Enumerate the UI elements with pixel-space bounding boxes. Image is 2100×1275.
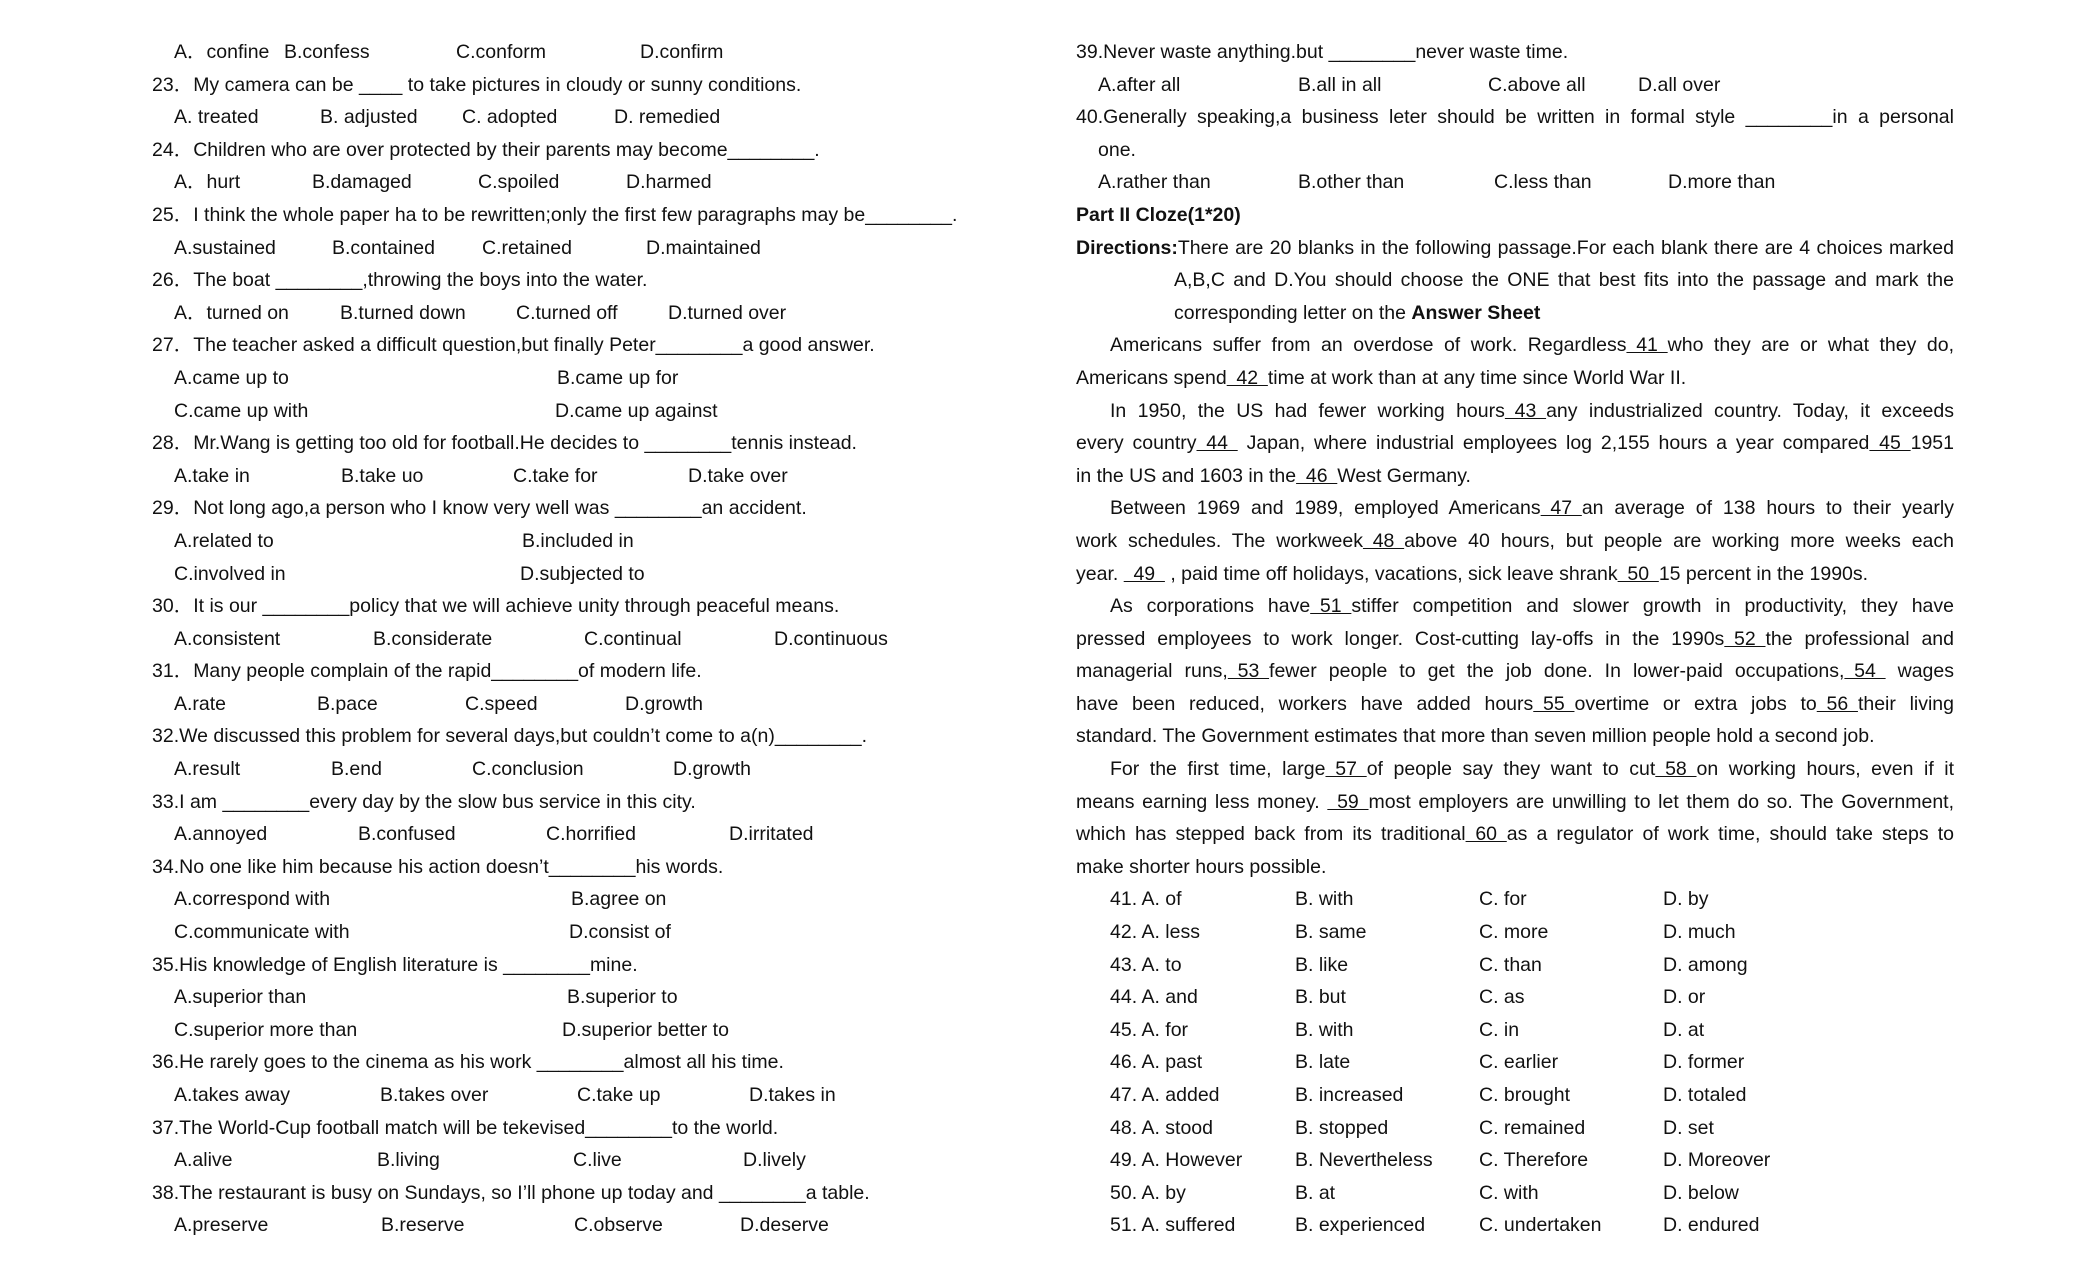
option-c: C.conform [456, 41, 546, 63]
option-b: B.confess [284, 41, 370, 63]
option-a: A.takes away [174, 1084, 290, 1106]
option-c: C. remained [1479, 1116, 1586, 1139]
option-d: D.more than [1668, 171, 1776, 194]
option-d: D.lively [743, 1149, 806, 1172]
option-a: A.take in [174, 464, 250, 487]
option-b: B. stopped [1295, 1116, 1389, 1139]
right-column [1076, 36, 1954, 1242]
option-b: B.came up for [557, 366, 679, 389]
option-row [152, 981, 1032, 1014]
option-b: D.superior better to [562, 1018, 729, 1041]
question-text: 38.The restaurant is busy on Sundays, so I’ll phone up today and ________a table. [152, 1181, 870, 1204]
directions-line-2: A,B,C and D.You should choose the ONE that best fits into the passage and mark the [1174, 269, 1954, 292]
cloze-option-row [1076, 916, 1954, 949]
option-b: B.all in all [1298, 73, 1382, 96]
option-d: D. or [1663, 986, 1706, 1009]
option-row [152, 297, 1032, 330]
option-b: B. but [1295, 986, 1346, 1009]
passage-line: pressed employees to work longer. Cost-cutting lay-offs in the 1990s 52 the professional and [1076, 627, 1954, 650]
option-b: B.contained [332, 236, 435, 259]
option-d: D. at [1663, 1018, 1705, 1041]
option-c: C. than [1479, 953, 1542, 976]
blank-52: 52 [1724, 627, 1766, 650]
blank-42: 42 [1226, 366, 1268, 389]
blank-44: 44 [1196, 432, 1238, 455]
option-b: B.included in [522, 529, 634, 552]
option-row [152, 395, 1032, 428]
option-a: 48. A. stood [1110, 1116, 1213, 1139]
option-row [152, 362, 1032, 395]
cloze-option-row [1076, 1046, 1954, 1079]
option-c: C.conclusion [472, 758, 584, 781]
passage-line: which has stepped back from its traditional 60 as a regulator of work time, should take steps to [1076, 823, 1954, 846]
option-b: B.damaged [312, 171, 412, 194]
blank-58: 58 [1655, 758, 1697, 781]
option-b: B.living [377, 1149, 440, 1172]
question-text: 23．My camera can be ____ to take pictures in cloudy or sunny conditions. [152, 73, 802, 96]
question-text: 28．Mr.Wang is getting too old for football.He decides to ________tennis instead. [152, 432, 857, 455]
option-a: 50. A. by [1110, 1181, 1186, 1204]
cloze-passage [1076, 329, 1954, 883]
option-c: C. brought [1479, 1084, 1571, 1106]
option-c: C.spoiled [478, 171, 560, 194]
passage-line: Americans suffer from an overdose of work. Regardless 41 who they are or what they do, [1110, 334, 1954, 357]
option-row [152, 623, 1032, 656]
option-a: C.came up with [174, 399, 309, 422]
question-text: 33.I am ________every day by the slow bus service in this city. [152, 790, 696, 813]
question-text: 29．Not long ago,a person who I know very well was ________an accident. [152, 497, 807, 520]
option-a: 44. A. and [1110, 986, 1198, 1009]
blank-60: 60 [1465, 823, 1507, 846]
question-39: 39.Never waste anything.but ________never waste time. [1076, 41, 1569, 63]
passage-line: In 1950, the US had fewer working hours 43 any industrialized country. Today, it exceeds [1110, 399, 1955, 422]
option-a: C.involved in [174, 562, 286, 585]
blank-43: 43 [1504, 399, 1547, 422]
option-d: D. totaled [1663, 1084, 1747, 1106]
option-c: C.take for [513, 464, 598, 487]
option-c: C. Therefore [1479, 1149, 1589, 1172]
option-b: B.end [331, 758, 382, 781]
passage-line: every country 44 Japan, where industrial employees log 2,155 hours a year compared 45 1951 [1076, 432, 1954, 455]
option-row [152, 558, 1032, 591]
question-text: 24．Children who are over protected by their parents may become________. [152, 138, 820, 161]
option-a: 46. A. past [1110, 1051, 1203, 1074]
option-d: D.take over [688, 464, 788, 487]
option-c: C. earlier [1479, 1051, 1559, 1074]
directions-text-1: There are 20 blanks in the following passage.For each blank there are 4 choices marked [1177, 236, 1954, 259]
option-c: C.speed [465, 692, 538, 715]
blank-55: 55 [1533, 692, 1575, 715]
option-row [152, 916, 1032, 949]
option-c: C. as [1479, 986, 1525, 1009]
option-a: A.superior than [174, 986, 307, 1009]
option-a: A.rate [174, 692, 227, 715]
passage-line: year. 49 , paid time off holidays, vacations, sick leave shrank 50 15 percent in the 1990s. [1076, 562, 1869, 585]
option-d: D. below [1663, 1181, 1739, 1204]
option-a: A.came up to [174, 366, 289, 389]
option-b: B.confused [358, 823, 456, 846]
cloze-option-row [1076, 949, 1954, 982]
question-39-options [1076, 69, 1954, 102]
blank-50: 50 [1617, 562, 1659, 585]
option-d: D.maintained [646, 236, 761, 259]
option-c: C. adopted [462, 106, 558, 129]
option-a: A．turned on [174, 301, 289, 324]
option-b: B.superior to [567, 986, 678, 1009]
blank-48: 48 [1362, 529, 1405, 552]
option-a: 42. A. less [1110, 921, 1200, 944]
option-a: C.superior more than [174, 1018, 358, 1041]
option-b: B. adjusted [320, 106, 418, 129]
option-c: C. undertaken [1479, 1214, 1602, 1237]
option-d: D.all over [1638, 73, 1721, 96]
question-40-line-2: one. [1098, 138, 1136, 161]
option-d: D.confirm [640, 41, 724, 63]
option-b: B. with [1295, 888, 1354, 911]
option-d: D. much [1663, 921, 1736, 944]
cloze-option-row [1076, 1209, 1954, 1242]
option-b: D.consist of [569, 921, 671, 944]
option-row [152, 232, 1032, 265]
option-row [152, 525, 1032, 558]
left-column [152, 36, 1032, 1242]
option-row [152, 36, 1032, 69]
option-b: B.pace [317, 692, 378, 715]
option-d: D.turned over [668, 301, 787, 324]
passage-line: standard. The Government estimates that more than seven million people hold a second job. [1076, 725, 1875, 748]
option-d: D. Moreover [1663, 1149, 1771, 1172]
option-d: D. among [1663, 953, 1748, 976]
option-a: A.preserve [174, 1214, 269, 1237]
option-a: 49. A. However [1110, 1149, 1243, 1172]
option-a: 51. A. suffered [1110, 1214, 1236, 1237]
option-row [152, 460, 1032, 493]
passage-line: in the US and 1603 in the 46 West Germany. [1076, 464, 1471, 487]
option-d: D.irritated [729, 823, 814, 846]
option-a: A.sustained [174, 236, 276, 259]
option-d: D.harmed [626, 171, 712, 194]
question-text: 34.No one like him because his action doesn’t________his words. [152, 855, 724, 878]
passage-line: have been reduced, workers have added hours 55 overtime or extra jobs to 56 their living [1076, 692, 1954, 715]
option-row [152, 818, 1032, 851]
passage-line: make shorter hours possible. [1076, 855, 1327, 878]
option-c: C.turned off [516, 301, 618, 324]
option-b: B. Nevertheless [1295, 1149, 1433, 1172]
blank-57: 57 [1325, 758, 1367, 781]
option-b: B.agree on [571, 888, 667, 911]
option-b: B.considerate [373, 627, 493, 650]
passage-line: Americans spend 42 time at work than at any time since World War II. [1076, 366, 1687, 389]
directions-line-1 [1076, 232, 1954, 265]
question-text: 27．The teacher asked a difficult question,but finally Peter________a good answer. [152, 334, 875, 357]
directions-label: Directions: [1076, 236, 1178, 259]
option-a: A.consistent [174, 627, 281, 650]
option-b: D.subjected to [520, 562, 645, 585]
passage-line: As corporations have 51 stiffer competition and slower growth in productivity, they have [1110, 595, 1954, 618]
option-a: C.communicate with [174, 921, 350, 944]
option-d: D. endured [1663, 1214, 1760, 1237]
question-text: 32.We discussed this problem for several days,but couldn’t come to a(n)________. [152, 725, 868, 748]
option-c: C.horrified [546, 823, 636, 846]
option-b: B.take uo [341, 464, 424, 487]
cloze-option-row [1076, 1079, 1954, 1112]
question-40-options [1076, 166, 1954, 199]
question-text: 26．The boat ________,throwing the boys into the water. [152, 269, 648, 292]
option-a: A. treated [174, 106, 259, 129]
blank-46: 46 [1296, 464, 1338, 487]
option-c: C.live [573, 1149, 622, 1172]
directions-line-3 [1076, 297, 1954, 330]
option-b: B.turned down [340, 301, 466, 324]
part-title: Part II Cloze(1*20) [1076, 203, 1241, 226]
cloze-option-row [1076, 1014, 1954, 1047]
option-a: 43. A. to [1110, 953, 1182, 976]
option-d: D. former [1663, 1051, 1745, 1074]
cloze-option-row [1076, 1112, 1954, 1145]
option-d: D.continuous [774, 627, 888, 650]
cloze-options [1076, 883, 1954, 1242]
option-row [152, 1014, 1032, 1047]
option-b: B. like [1295, 953, 1349, 976]
option-a: A.related to [174, 529, 274, 552]
option-a: A.annoyed [174, 823, 268, 846]
option-d: D.growth [673, 758, 752, 781]
cloze-option-row [1076, 1177, 1954, 1210]
blank-41: 41 [1626, 334, 1668, 357]
option-a: A.after all [1098, 73, 1181, 96]
option-b: B. increased [1295, 1084, 1404, 1106]
option-row [152, 166, 1032, 199]
cloze-option-row [1076, 883, 1954, 916]
blank-56: 56 [1816, 692, 1858, 715]
option-c: C. with [1479, 1181, 1539, 1204]
option-a: 45. A. for [1110, 1018, 1189, 1041]
passage-line: managerial runs, 53 fewer people to get the job done. In lower-paid occupations, 54 wages [1076, 660, 1954, 683]
blank-59: 59 [1327, 790, 1369, 813]
option-d: D.deserve [740, 1214, 829, 1237]
blank-51: 51 [1310, 595, 1352, 618]
option-b: B. at [1295, 1181, 1336, 1204]
option-c: C.less than [1494, 171, 1592, 194]
option-a: A．confine [174, 41, 270, 63]
option-a: 47. A. added [1110, 1084, 1220, 1106]
option-row [152, 1079, 1032, 1112]
passage-line: For the first time, large 57 of people say they want to cut 58 on working hours, even if it [1110, 758, 1955, 781]
option-b: B. with [1295, 1018, 1354, 1041]
passage-line: Between 1969 and 1989, employed Americans 47 an average of 138 hours to their yearly [1110, 497, 1954, 520]
blank-47: 47 [1540, 497, 1582, 520]
option-d: D. set [1663, 1116, 1714, 1139]
option-row [152, 688, 1032, 721]
option-c: C.continual [584, 627, 682, 650]
option-row [152, 753, 1032, 786]
option-c: C. in [1479, 1018, 1520, 1041]
option-c: C.take up [577, 1084, 661, 1106]
question-text: 31．Many people complain of the rapid________of modern life. [152, 660, 702, 683]
question-text: 30．It is our ________policy that we will achieve unity through peaceful means. [152, 595, 840, 618]
option-a: A.alive [174, 1149, 233, 1172]
blank-54: 54 [1844, 660, 1886, 683]
blank-49: 49 [1123, 562, 1165, 585]
option-a: A.correspond with [174, 888, 331, 911]
option-d: D.takes in [749, 1084, 836, 1106]
option-d: D.growth [625, 692, 704, 715]
option-a: 41. A. of [1110, 888, 1182, 911]
passage-line: work schedules. The workweek 48 above 40 hours, but people are working more weeks each [1076, 529, 1955, 552]
question-40-line-1: 40.Generally speaking,a business leter should be written in formal style ________in a personal [1076, 106, 1954, 129]
question-text: 36.He rarely goes to the cinema as his work ________almost all his time. [152, 1051, 784, 1074]
directions-text-3: corresponding letter on the [1174, 301, 1412, 324]
blank-53: 53 [1227, 660, 1270, 683]
option-a: A．hurt [174, 171, 241, 194]
question-text: 25．I think the whole paper ha to be rewritten;only the first few paragraphs may be________. [152, 203, 958, 226]
question-text: 35.His knowledge of English literature is ________mine. [152, 953, 638, 976]
option-d: D. remedied [614, 106, 721, 129]
option-row [152, 1209, 1032, 1242]
option-d: D. by [1663, 888, 1709, 911]
passage-line: means earning less money. 59 most employers are unwilling to let them do so. The Government, [1076, 790, 1954, 813]
option-b: D.came up against [555, 399, 718, 422]
question-text: 37.The World-Cup football match will be tekevised________to the world. [152, 1116, 779, 1139]
option-row [152, 883, 1032, 916]
option-c: C. more [1479, 921, 1549, 944]
cloze-option-row [1076, 981, 1954, 1014]
option-b: B.takes over [380, 1084, 489, 1106]
cloze-option-row [1076, 1144, 1954, 1177]
answer-sheet-label: Answer Sheet [1411, 301, 1541, 324]
option-c: C.observe [574, 1214, 663, 1237]
option-c: C. for [1479, 888, 1527, 911]
option-c: C.retained [482, 236, 572, 259]
option-row [152, 1144, 1032, 1177]
option-b: B. experienced [1295, 1214, 1426, 1237]
option-c: C.above all [1488, 73, 1586, 96]
option-b: B. same [1295, 921, 1367, 944]
option-a: A.rather than [1098, 171, 1211, 194]
option-a: A.result [174, 758, 241, 781]
option-b: B.other than [1298, 171, 1405, 194]
blank-45: 45 [1869, 432, 1911, 455]
option-b: B.reserve [381, 1214, 465, 1237]
option-b: B. late [1295, 1051, 1351, 1074]
option-row [152, 101, 1032, 134]
